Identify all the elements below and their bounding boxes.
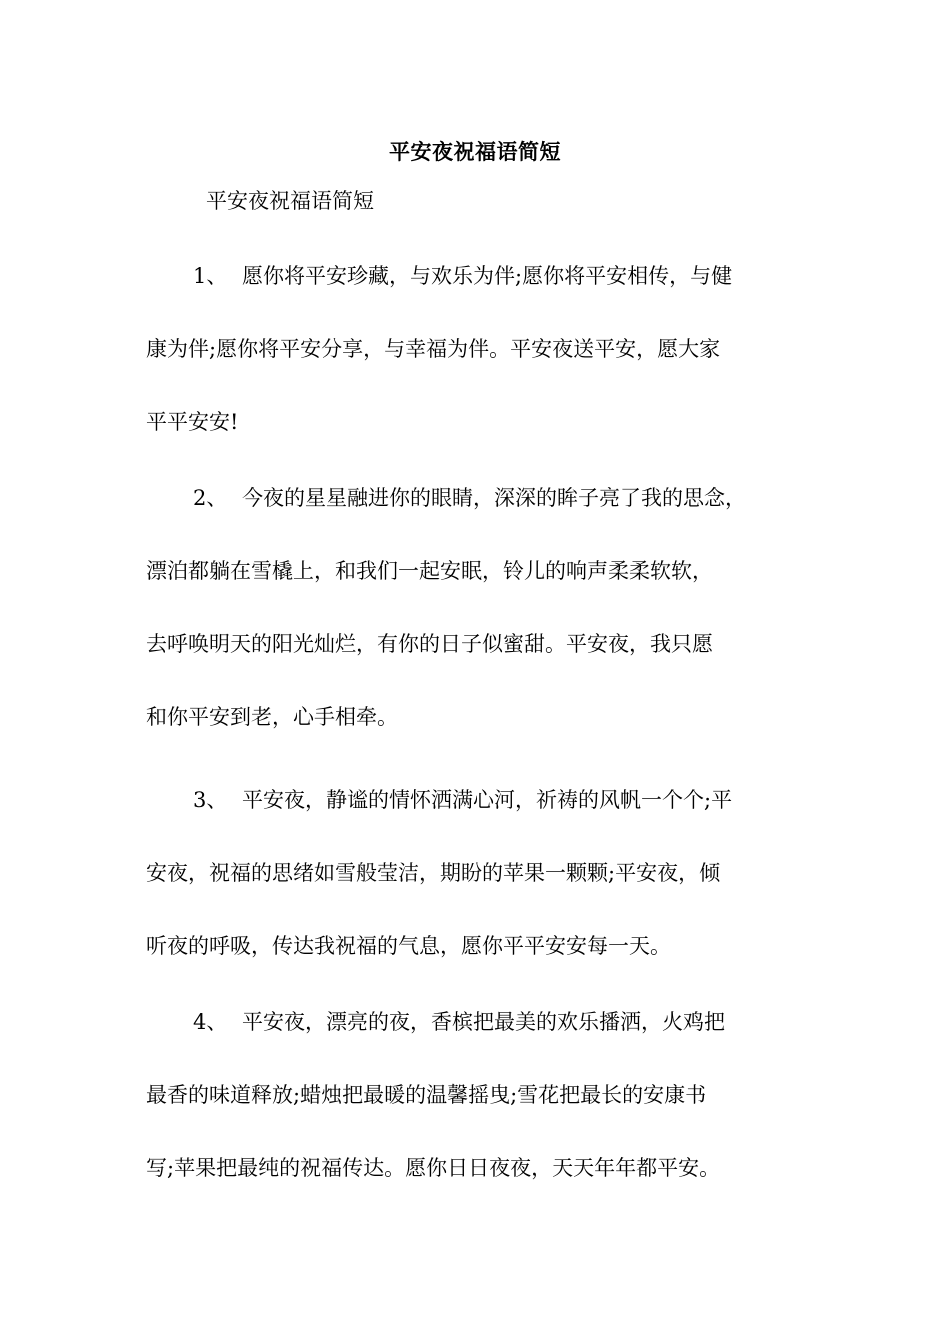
- line-text: 平安夜，静谧的情怀洒满心河，祈祷的风帆一个个;平: [242, 788, 733, 812]
- line-text: 愿你将平安珍藏，与欢乐为伴;愿你将平安相传，与健: [242, 264, 733, 288]
- paragraph-line: 去呼唤明天的阳光灿烂，有你的日子似蜜甜。平安夜，我只愿: [146, 632, 713, 656]
- paragraph-1: [146, 240, 816, 459]
- document-subtitle: 平安夜祝福语简短: [206, 189, 374, 213]
- paragraph-4: [146, 986, 816, 1205]
- item-number: 4、: [193, 1010, 228, 1034]
- paragraph-line: 听夜的呼吸，传达我祝福的气息，愿你平平安安每一天。: [146, 934, 671, 958]
- paragraph-line: [146, 462, 816, 535]
- paragraph-2: [146, 462, 816, 754]
- paragraph-line: [146, 240, 816, 313]
- paragraph-line: 漂泊都躺在雪橇上，和我们一起安眠，铃儿的响声柔柔软软，: [146, 559, 713, 583]
- item-number: 2、: [193, 486, 228, 510]
- paragraph-line: 平平安安!: [146, 410, 239, 434]
- paragraph-line: 安夜，祝福的思绪如雪般莹洁，期盼的苹果一颗颗;平安夜，倾: [146, 861, 721, 885]
- paragraph-line: 和你平安到老，心手相牵。: [146, 705, 398, 729]
- paragraph-line: [146, 986, 816, 1059]
- line-text: 今夜的星星融进你的眼睛，深深的眸子亮了我的思念，: [242, 486, 746, 510]
- item-number: 3、: [193, 788, 228, 812]
- line-text: 平安夜，漂亮的夜，香槟把最美的欢乐播洒，火鸡把: [242, 1010, 725, 1034]
- paragraph-line: 最香的味道释放;蜡烛把最暖的温馨摇曳;雪花把最长的安康书: [146, 1083, 707, 1107]
- paragraph-line: 康为伴;愿你将平安分享，与幸福为伴。平安夜送平安，愿大家: [146, 337, 721, 361]
- paragraph-3: [146, 764, 816, 983]
- paragraph-line: [146, 764, 816, 837]
- paragraph-line: 写;苹果把最纯的祝福传达。愿你日日夜夜，天天年年都平安。: [146, 1156, 721, 1180]
- item-number: 1、: [193, 264, 228, 288]
- document-title: 平安夜祝福语简短: [389, 139, 561, 164]
